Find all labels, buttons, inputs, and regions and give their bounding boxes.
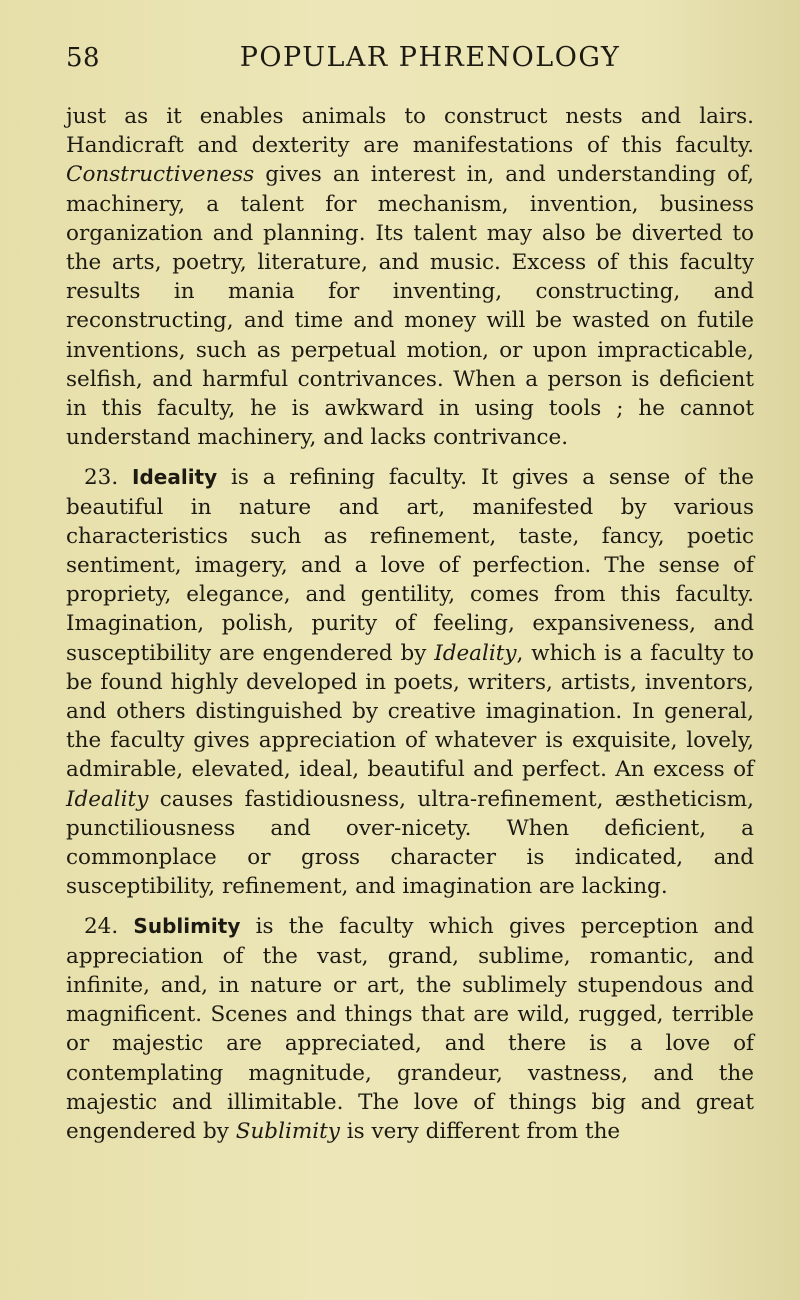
body-text [66, 102, 754, 1146]
paragraph-constructiveness [66, 102, 754, 452]
text-run: , which is a faculty to be found highly developed in poets, writers, artists, inventors, and others distinguished by creative imagination. In general, the faculty gives appreciation of whatever is exquisite, lovely, admirable, elevated, ideal, beautiful and perfect. An excess of [66, 640, 754, 783]
text-run: just as it enables animals to construct nests and lairs. Handicraft and dexterity are manifestations of this faculty. [66, 104, 754, 159]
emphasis-ideality: Ideality [434, 640, 517, 666]
running-head: POPULAR PHRENOLOGY [239, 42, 621, 73]
text-run: gives an interest in, and understanding of, machinery, a talent for mechanism, invention, business organization and planning. Its talent may also be diverted to the arts, poetry, literature, and music. Excess of this faculty results in mania for inventing, constructing, and reconstructing, and time and money will be wasted on futile inventions, such as perpetual motion, or upon impracticable, selfish, and harmful contrivances. When a person is deficient in this faculty, he is awkward in using tools ; he cannot understand machinery, and lacks contrivance. [66, 162, 754, 451]
page-number: 58 [66, 43, 101, 73]
text-run: causes fastidiousness, ultra-refinement, æstheticism, punctiliousness and over-nicety. When deficient, a commonplace or gross character is indicated, and susceptibility, refinement, and imagination are lacking. [66, 786, 754, 900]
emphasis-ideality: Ideality [66, 786, 149, 812]
emphasis-sublimity: Sublimity [235, 1118, 340, 1144]
section-title-sublimity: Sublimity [133, 914, 241, 939]
page-header [66, 42, 754, 92]
emphasis-constructiveness: Constructiveness [66, 162, 255, 188]
section-number: 23. [84, 465, 133, 491]
paragraph-sublimity [66, 912, 754, 1146]
text-run: is very different from the [339, 1118, 621, 1144]
text-run: is a refining faculty. It gives a sense of the beautiful in nature and art, manifested by various characteristics such as refinement, taste, fancy, poetic sentiment, imagery, and a love of perfection. The sense of propriety, elegance, and gentility, comes from this faculty. Imagination, polish, purity of feeling, expansiveness, and susceptibility are engendered by [66, 465, 754, 666]
section-number: 24. [84, 914, 134, 940]
text-run: is the faculty which gives perception and appreciation of the vast, grand, sublime, romantic, and infinite, and, in nature or art, the sublimely stupendous and magnificent. Scenes and things that are wild, rugged, terrible or majestic are appreciated, and there is a love of contemplating magnitude, grandeur, vastness, and the majestic and illimitable. The love of things big and great engendered by [66, 914, 754, 1144]
section-title-ideality: Ideality [132, 465, 218, 490]
paragraph-ideality [66, 463, 754, 901]
